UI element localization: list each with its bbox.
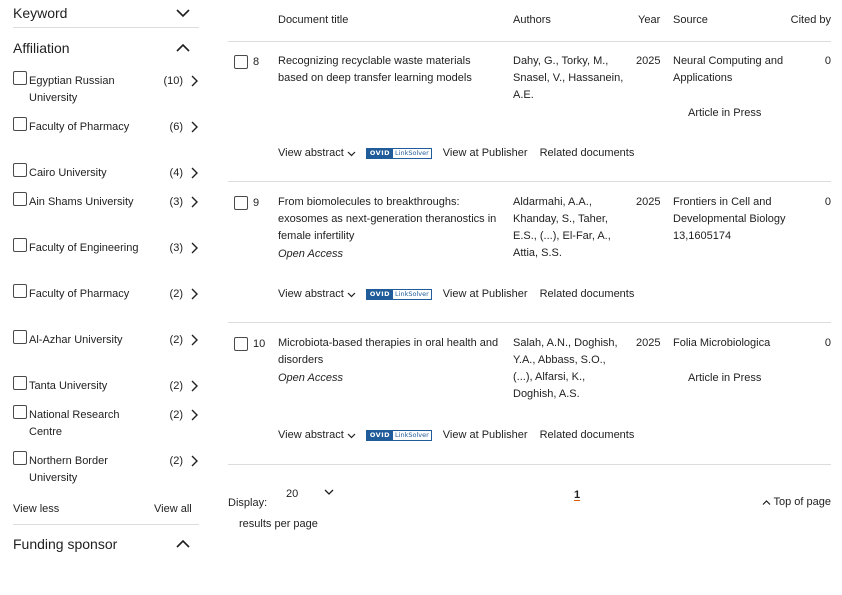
table-row — [228, 181, 831, 322]
affiliation-checkbox[interactable] — [13, 117, 27, 131]
ovid-logo-text: OVID — [367, 149, 393, 158]
affiliation-name: Tanta University — [29, 380, 108, 392]
affiliation-facet-header[interactable] — [13, 35, 199, 61]
open-access-label: Open Access — [278, 372, 344, 384]
ovid-logo-text: OVID — [367, 290, 393, 299]
view-less-link[interactable]: View less — [13, 503, 60, 515]
header-document-title[interactable]: Document title — [278, 14, 349, 26]
chevron-up-icon — [175, 40, 191, 56]
cited-by-count[interactable]: 0 — [824, 196, 831, 208]
document-title-text[interactable]: Microbiota-based therapies in oral health and disorders — [278, 337, 499, 366]
year: 2025 — [636, 55, 661, 67]
chevron-down-icon — [347, 291, 356, 298]
affiliation-count: (3) — [169, 242, 183, 254]
row-number: 8 — [253, 56, 260, 68]
year: 2025 — [636, 337, 661, 349]
affiliation-name: Northern Border University — [29, 455, 108, 484]
cited-by-count[interactable]: 0 — [824, 337, 831, 349]
affiliation-checkbox[interactable] — [13, 238, 27, 252]
funding-sponsor-facet-label: Funding sponsor — [13, 536, 118, 552]
results-per-page-label: results per page — [239, 518, 318, 530]
chevron-down-icon — [175, 5, 191, 21]
source-title[interactable]: Folia Microbiologica — [673, 337, 771, 349]
linksolver-logo-text: LinkSolver — [395, 148, 429, 157]
linksolver-logo-text: LinkSolver — [395, 289, 429, 298]
chevron-right-icon[interactable] — [189, 196, 199, 208]
related-documents-link[interactable]: Related documents — [539, 147, 635, 159]
affiliation-checkbox[interactable] — [13, 71, 27, 85]
chevron-right-icon[interactable] — [189, 75, 199, 87]
page-number-current[interactable]: 1 — [574, 489, 581, 501]
source-title[interactable]: Neural Computing and Applications — [673, 55, 784, 84]
affiliation-checkbox[interactable] — [13, 192, 27, 206]
row-checkbox[interactable] — [234, 55, 248, 69]
divider — [13, 524, 199, 525]
table-row — [228, 322, 831, 464]
chevron-right-icon[interactable] — [189, 380, 199, 392]
divider — [13, 27, 199, 28]
chevron-right-icon[interactable] — [189, 121, 199, 133]
affiliation-name: Faculty of Pharmacy — [29, 288, 130, 300]
affiliation-checkbox[interactable] — [13, 284, 27, 298]
row-checkbox[interactable] — [234, 196, 248, 210]
authors[interactable]: Aldarmahi, A.A., Khanday, S., Taher, E.S., (...), El-Far, A., Attia, S.S. — [513, 196, 611, 259]
authors[interactable]: Dahy, G., Torky, M., Snasel, V., Hassanein, A.E. — [513, 55, 624, 101]
affiliation-count: (6) — [169, 121, 183, 133]
header-authors[interactable]: Authors — [513, 14, 551, 26]
affiliation-name: Faculty of Engineering — [29, 242, 139, 254]
article-in-press-label: Article in Press — [688, 107, 762, 119]
affiliation-checkbox[interactable] — [13, 163, 27, 177]
chevron-down-icon — [347, 432, 356, 439]
ovid-linksolver-button[interactable] — [366, 148, 432, 159]
view-at-publisher-link[interactable]: View at Publisher — [442, 288, 528, 300]
top-of-page-label: Top of page — [773, 496, 831, 508]
affiliation-checkbox[interactable] — [13, 451, 27, 465]
ovid-logo-text: OVID — [367, 431, 393, 440]
linksolver-logo-text: LinkSolver — [395, 430, 429, 439]
header-cited-by[interactable]: Cited by — [790, 14, 831, 26]
row-actions — [278, 288, 634, 300]
chevron-right-icon[interactable] — [189, 409, 199, 421]
open-access-label: Open Access — [278, 248, 344, 260]
affiliation-count: (2) — [169, 334, 183, 346]
affiliation-facet-label: Affiliation — [13, 40, 70, 56]
view-abstract-button[interactable] — [278, 429, 356, 441]
article-in-press-label: Article in Press — [688, 372, 762, 384]
chevron-down-icon[interactable] — [324, 488, 334, 496]
authors[interactable]: Salah, A.N., Doghish, Y.A., Abbass, S.O., (...), Alfarsi, K., Doghish, A.S. — [513, 337, 618, 400]
view-at-publisher-link[interactable]: View at Publisher — [442, 147, 528, 159]
source-title[interactable]: Frontiers in Cell and Developmental Biology 13,1605174 — [673, 196, 786, 242]
affiliation-count: (2) — [169, 288, 183, 300]
table-row — [228, 41, 831, 181]
document-title-text[interactable]: Recognizing recyclable waste materials based on deep transfer learning models — [278, 55, 472, 84]
divider — [228, 464, 831, 465]
view-abstract-label: View abstract — [278, 288, 344, 300]
ovid-linksolver-button[interactable] — [366, 430, 432, 441]
row-checkbox[interactable] — [234, 337, 248, 351]
chevron-right-icon[interactable] — [189, 334, 199, 346]
row-number: 9 — [253, 197, 260, 209]
affiliation-count: (2) — [169, 380, 183, 392]
cited-by-count[interactable]: 0 — [824, 55, 831, 67]
results-per-page-select[interactable]: 20 — [286, 488, 299, 500]
chevron-down-icon — [347, 150, 356, 157]
affiliation-checkbox[interactable] — [13, 376, 27, 390]
document-title-text[interactable]: From biomolecules to breakthroughs: exosomes as next-generation theranostics in female infertility — [278, 196, 497, 242]
year: 2025 — [636, 196, 661, 208]
chevron-up-icon — [175, 536, 191, 552]
view-abstract-button[interactable] — [278, 288, 356, 300]
affiliation-name: Al-Azhar University — [29, 334, 123, 346]
affiliation-count: (2) — [169, 455, 183, 467]
display-label: Display: — [228, 497, 268, 509]
affiliation-name: Ain Shams University — [29, 196, 134, 208]
chevron-right-icon[interactable] — [189, 455, 199, 467]
related-documents-link[interactable]: Related documents — [539, 288, 635, 300]
affiliation-count: (3) — [169, 196, 183, 208]
top-of-page-link[interactable] — [762, 496, 832, 508]
related-documents-link[interactable]: Related documents — [539, 429, 635, 441]
row-number: 10 — [253, 338, 266, 350]
keyword-facet-header[interactable] — [13, 0, 199, 26]
chevron-right-icon[interactable] — [189, 167, 199, 179]
view-all-link[interactable]: View all — [154, 503, 192, 515]
affiliation-checkbox[interactable] — [13, 330, 27, 344]
document-title[interactable] — [278, 194, 503, 263]
keyword-facet-label: Keyword — [13, 5, 68, 21]
affiliation-checkbox[interactable] — [13, 405, 27, 419]
document-title[interactable] — [278, 53, 503, 87]
ovid-linksolver-button[interactable] — [366, 289, 432, 300]
row-actions — [278, 147, 634, 159]
chevron-up-icon — [762, 499, 771, 506]
view-abstract-label: View abstract — [278, 147, 344, 159]
row-actions — [278, 429, 634, 441]
affiliation-name: Egyptian Russian University — [29, 75, 115, 104]
affiliation-name: Cairo University — [29, 167, 107, 179]
funding-sponsor-facet-header[interactable] — [13, 531, 199, 557]
affiliation-count: (2) — [169, 409, 183, 421]
affiliation-count: (10) — [163, 75, 183, 87]
view-at-publisher-link[interactable]: View at Publisher — [442, 429, 528, 441]
view-abstract-button[interactable] — [278, 147, 356, 159]
pagination-footer — [228, 485, 831, 535]
affiliation-count: (4) — [169, 167, 183, 179]
affiliation-name: Faculty of Pharmacy — [29, 121, 130, 133]
chevron-right-icon[interactable] — [189, 242, 199, 254]
header-year[interactable]: Year — [638, 14, 661, 26]
view-abstract-label: View abstract — [278, 429, 344, 441]
header-source[interactable]: Source — [673, 14, 708, 26]
affiliation-name: National Research Centre — [29, 409, 120, 438]
chevron-right-icon[interactable] — [189, 288, 199, 300]
document-title[interactable] — [278, 335, 503, 387]
